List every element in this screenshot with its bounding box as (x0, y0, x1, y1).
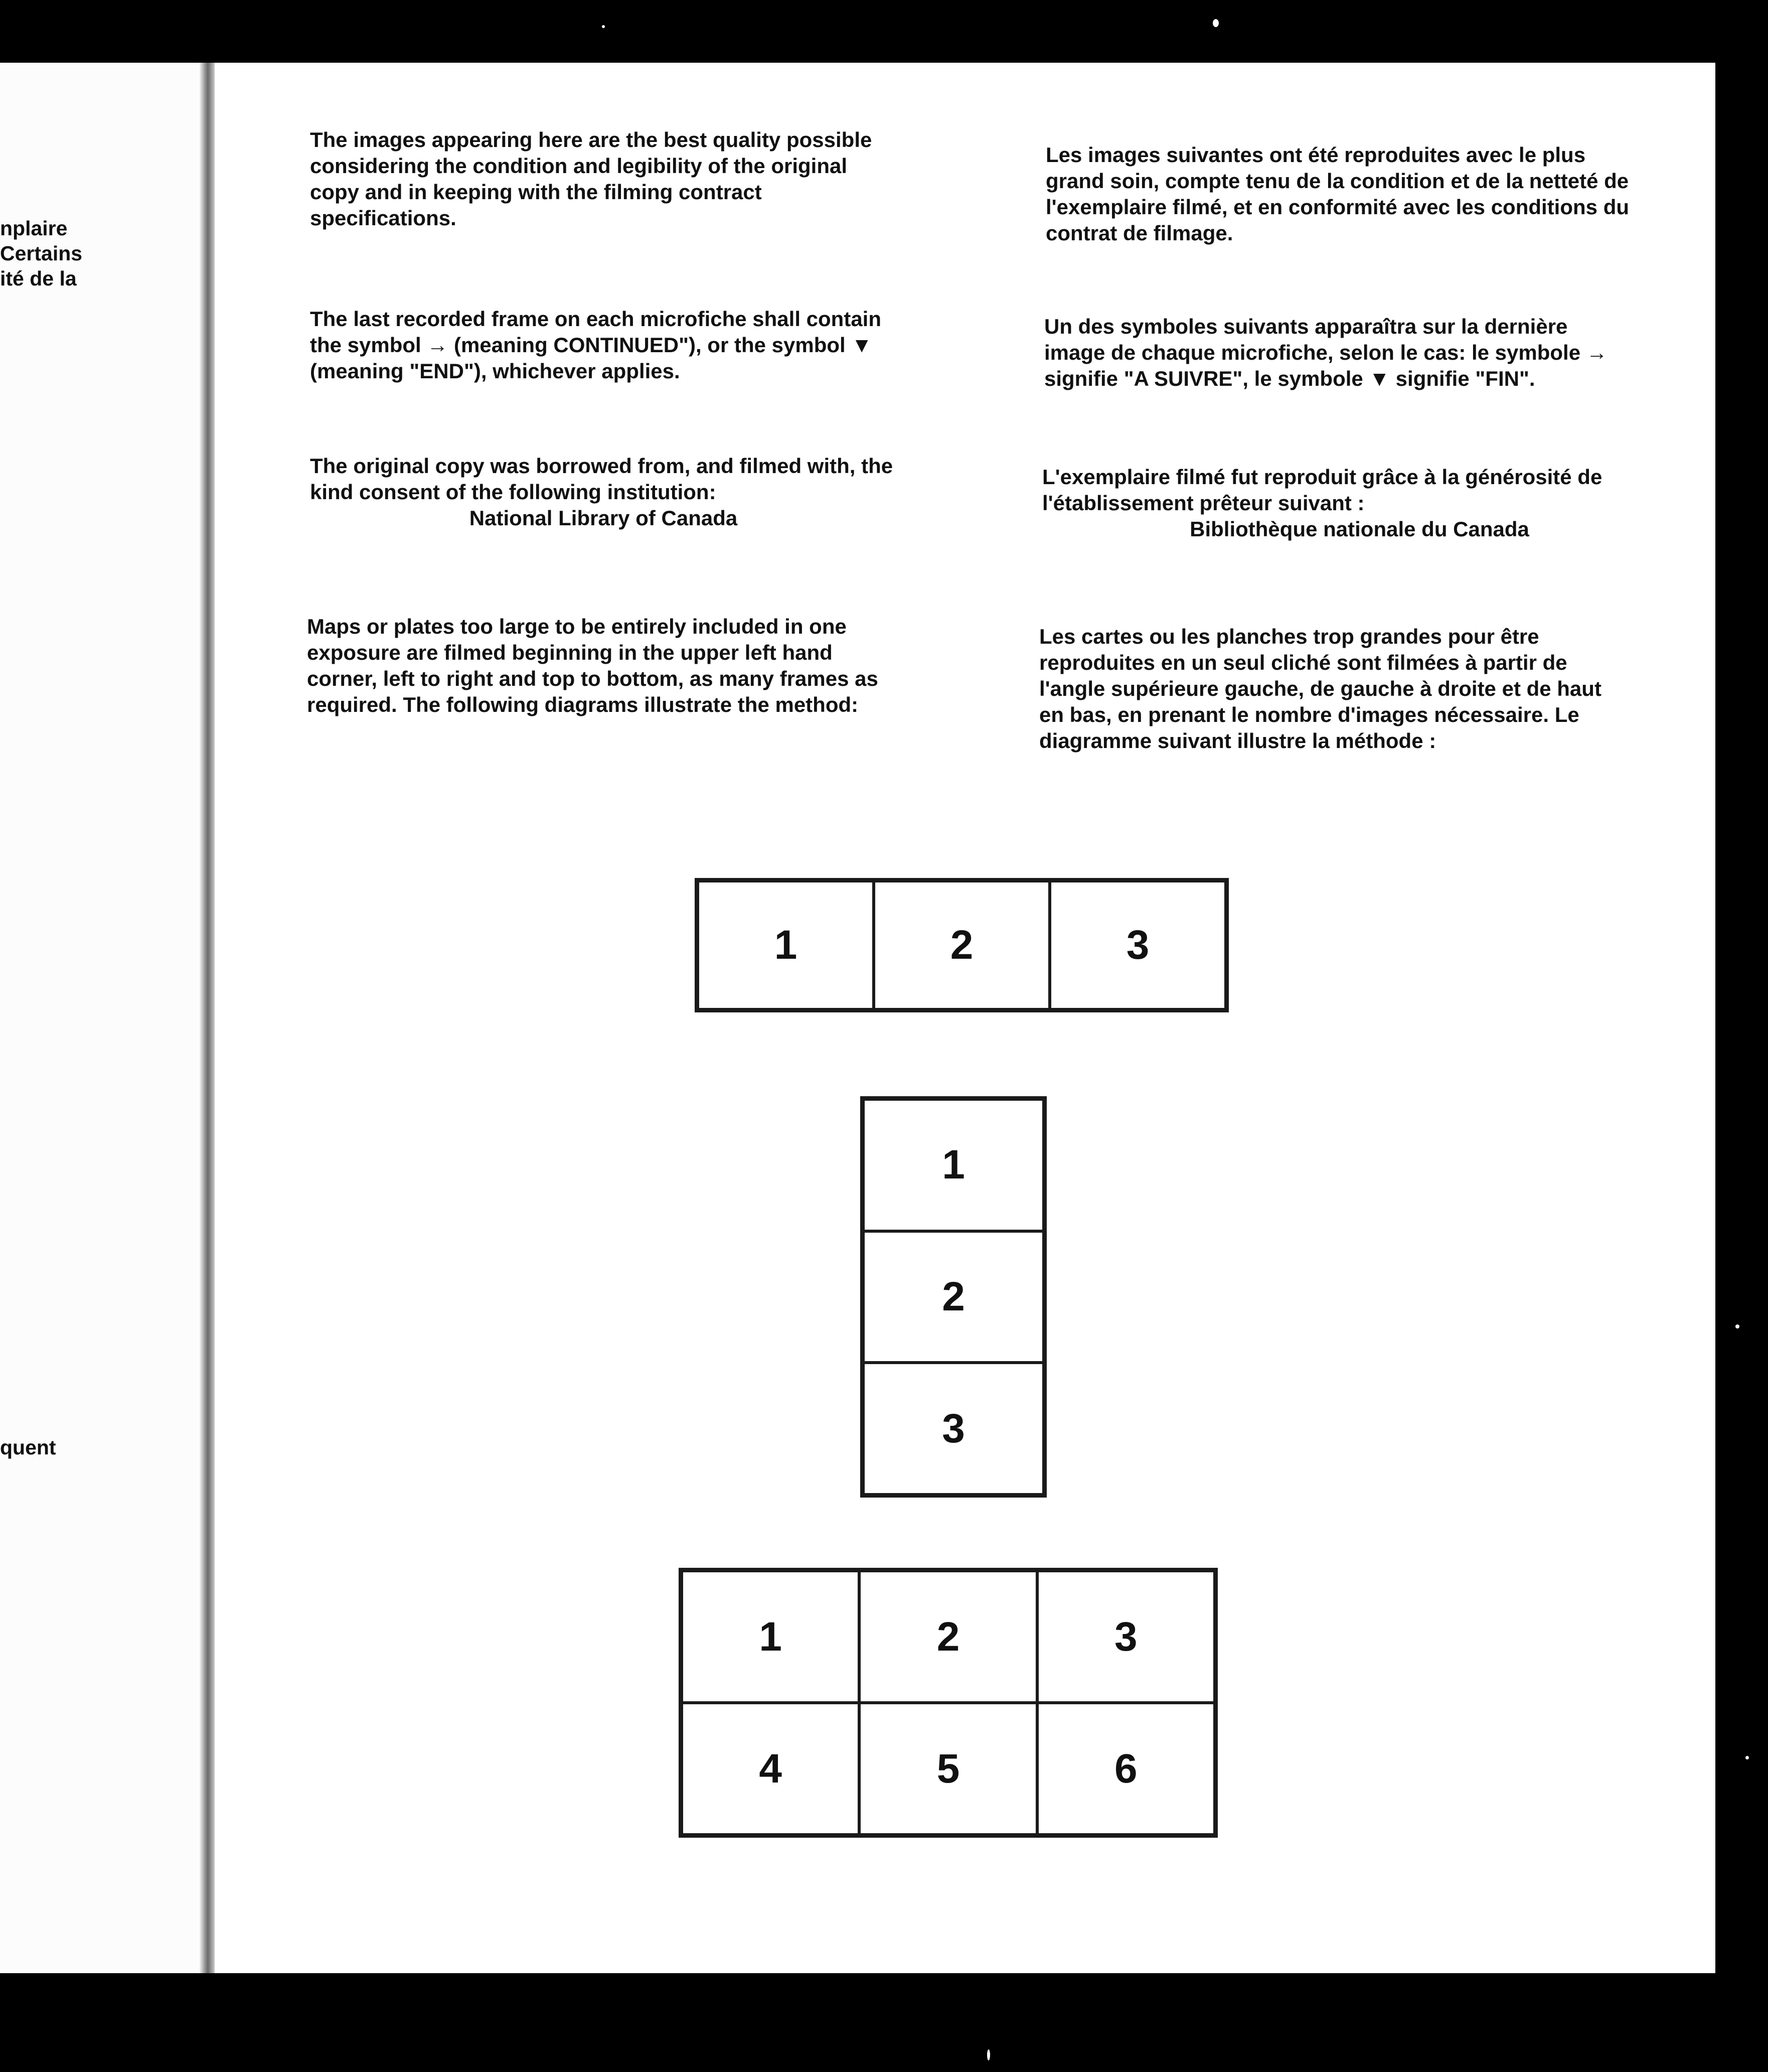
frame-cell: 6 (1037, 1703, 1215, 1835)
frame-cell: 3 (863, 1363, 1044, 1495)
french-para-3 (1042, 464, 1627, 542)
end-triangle-icon: ▼ (851, 333, 872, 357)
diagram-vertical-strip (860, 1096, 1047, 1498)
french-para-3-text: L'exemplaire filmé fut reproduit grâce à la générosité de l'établissement prêteur suivant : (1042, 465, 1602, 515)
diagram-grid-2x3 (679, 1568, 1218, 1838)
frame-cell: 1 (682, 1571, 859, 1703)
film-speck (1735, 1324, 1739, 1328)
english-para-4-text: Maps or plates too large to be entirely included in one exposure are filmed beginning in the upper left hand corner, left to right and top to bottom, as many frames as required. The following diagrams illustrate the method: (307, 615, 878, 716)
left-fragment-line-1: nplaire (0, 217, 68, 240)
diagram-horizontal-strip (695, 878, 1229, 1012)
frame-cell: 2 (859, 1571, 1037, 1703)
frame-cell: 4 (682, 1703, 859, 1835)
english-para-1 (310, 127, 897, 231)
film-speck (987, 2049, 990, 2060)
english-para-1-text: The images appearing here are the best quality possible considering the condition and legibility of the original copy and in keeping with the filming contract specifications. (310, 128, 872, 230)
french-para-4 (1039, 624, 1626, 754)
continued-arrow-icon-fr: → (1586, 341, 1608, 364)
film-speck (1745, 1756, 1749, 1759)
frame-cell: 5 (859, 1703, 1037, 1835)
end-triangle-icon-fr: ▼ (1369, 367, 1390, 390)
french-para-2 (1044, 314, 1629, 392)
french-para-2-part-a: Un des symboles suivants apparaîtra sur la dernière image de chaque microfiche, selon le cas: le symbole (1044, 315, 1586, 364)
english-para-3 (310, 453, 897, 531)
french-para-1 (1046, 142, 1630, 246)
french-para-2-part-c: signifie "FIN". (1390, 367, 1535, 390)
english-para-2-part-b: (meaning CONTINUED"), or the symbol (448, 333, 852, 357)
continued-arrow-icon: → (427, 333, 448, 357)
film-speck (602, 25, 605, 28)
english-para-2 (310, 306, 897, 384)
left-fragment-line-2: Certains (0, 242, 83, 265)
film-speck (1213, 19, 1219, 27)
english-institution-name: National Library of Canada (469, 506, 738, 530)
frame-cell: 1 (698, 881, 874, 1009)
left-page-edge (0, 63, 203, 1973)
french-para-4-text: Les cartes ou les planches trop grandes pour être reproduites en un seul cliché sont filmées à partir de l'angle supérieure gauche, de gauche à droite et de haut en bas, en prenant le nombre d'images nécessaire. Le diagramme suivant illustre la méthode : (1039, 625, 1601, 753)
english-para-4 (307, 614, 894, 718)
french-institution-name: Bibliothèque nationale du Canada (1190, 517, 1529, 541)
frame-cell: 3 (1037, 1571, 1215, 1703)
french-para-2-part-b: signifie "A SUIVRE", le symbole (1044, 367, 1369, 390)
left-fragment-line-3: ité de la (0, 267, 77, 290)
english-para-3-text: The original copy was borrowed from, and filmed with, the kind consent of the following institution: (310, 454, 893, 504)
frame-cell: 1 (863, 1099, 1044, 1231)
frame-cell: 2 (863, 1231, 1044, 1363)
scanned-page (0, 63, 1715, 1973)
english-para-2-part-c: (meaning "END"), whichever applies. (310, 359, 680, 383)
left-fragment-line-4: quent (0, 1436, 56, 1459)
french-para-1-text: Les images suivantes ont été reproduites avec le plus grand soin, compte tenu de la condition et de la netteté de l'exemplaire filmé, et en conformité avec les conditions du contrat de filmage. (1046, 143, 1629, 245)
page-fold (200, 63, 215, 1973)
frame-cell: 2 (874, 881, 1050, 1009)
frame-cell: 3 (1050, 881, 1226, 1009)
english-para-2-part-a: The last recorded frame on each microfiche shall contain the symbol (310, 307, 882, 357)
